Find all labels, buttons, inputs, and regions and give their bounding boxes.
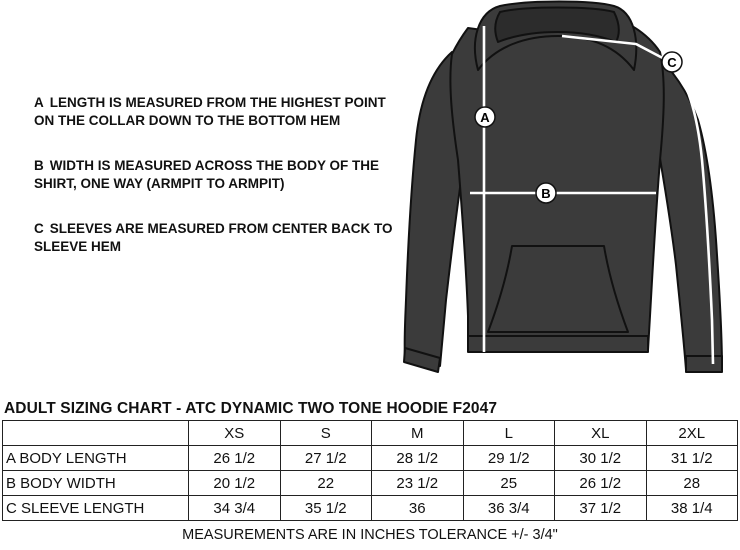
table-row (3, 446, 738, 471)
right-cuff (686, 356, 722, 372)
row-label: C SLEEVE LENGTH (3, 496, 189, 521)
table-cell: 31 1/2 (646, 446, 738, 471)
table-cell: 36 3/4 (463, 496, 555, 521)
table-cell: 38 1/4 (646, 496, 738, 521)
table-cell: 26 1/2 (189, 446, 281, 471)
size-header: XS (189, 421, 281, 446)
table-row (3, 496, 738, 521)
header-blank-cell (3, 421, 189, 446)
marker-a-label: A (480, 110, 490, 125)
table-cell: 34 3/4 (189, 496, 281, 521)
table-cell: 35 1/2 (280, 496, 372, 521)
marker-a (475, 107, 495, 127)
table-cell: 30 1/2 (555, 446, 647, 471)
table-cell: 37 1/2 (555, 496, 647, 521)
header-row (3, 421, 738, 446)
sizing-table (2, 420, 738, 521)
measurement-instructions (34, 94, 394, 283)
marker-b-label: B (541, 186, 551, 201)
table-cell: 27 1/2 (280, 446, 372, 471)
marker-c-label: C (667, 55, 677, 70)
row-label: A BODY LENGTH (3, 446, 189, 471)
measurement-footnote: MEASUREMENTS ARE IN INCHES TOLERANCE +/- 3/4" (182, 527, 558, 543)
size-header: M (372, 421, 464, 446)
instruction-length (34, 94, 394, 130)
size-header: XL (555, 421, 647, 446)
table-cell: 28 (646, 471, 738, 496)
table-cell: 23 1/2 (372, 471, 464, 496)
instruction-sleeve (34, 220, 394, 256)
instruction-letter: A (34, 95, 44, 110)
table-cell: 26 1/2 (555, 471, 647, 496)
table-cell: 22 (280, 471, 372, 496)
marker-b (536, 183, 556, 203)
table-cell: 25 (463, 471, 555, 496)
instruction-letter: C (34, 221, 44, 236)
waistband (468, 336, 648, 352)
row-label: B BODY WIDTH (3, 471, 189, 496)
size-header: L (463, 421, 555, 446)
size-header: 2XL (646, 421, 738, 446)
hoodie-diagram (398, 0, 740, 380)
table-cell: 36 (372, 496, 464, 521)
instruction-letter: B (34, 158, 44, 173)
size-header: S (280, 421, 372, 446)
table-cell: 20 1/2 (189, 471, 281, 496)
instruction-width (34, 157, 394, 193)
chart-title: ADULT SIZING CHART - ATC DYNAMIC TWO TONE HOODIE F2047 (4, 400, 498, 417)
table-cell: 29 1/2 (463, 446, 555, 471)
instruction-text: LENGTH IS MEASURED FROM THE HIGHEST POINT ON THE COLLAR DOWN TO THE BOTTOM HEM (34, 95, 386, 128)
table-cell: 28 1/2 (372, 446, 464, 471)
instruction-text: WIDTH IS MEASURED ACROSS THE BODY OF THE SHIRT, ONE WAY (ARMPIT TO ARMPIT) (34, 158, 380, 191)
table-row (3, 471, 738, 496)
instruction-text: SLEEVES ARE MEASURED FROM CENTER BACK TO SLEEVE HEM (34, 221, 393, 254)
hoodie-body (450, 26, 663, 350)
marker-c (662, 52, 682, 72)
